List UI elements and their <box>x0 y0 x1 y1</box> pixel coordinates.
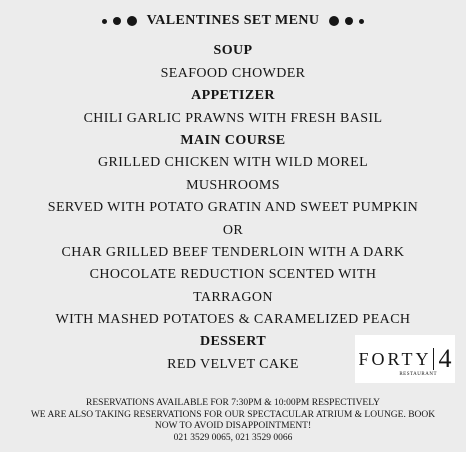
logo-subtitle: RESTAURANT <box>399 372 437 377</box>
menu-header <box>0 13 466 29</box>
bullet-dot-icon <box>345 17 353 25</box>
main-course-line: MUSHROOMS <box>186 178 280 193</box>
main-course-line: GRILLED CHICKEN WITH WILD MOREL <box>97 155 369 170</box>
restaurant-logo <box>355 335 455 383</box>
main-course-line: CHOCOLATE REDUCTION SCENTED WITH <box>89 267 377 282</box>
footer-line: WE ARE ALSO TAKING RESERVATIONS FOR OUR SPECTACULAR ATRIUM & LOUNGE. BOOK <box>30 409 436 420</box>
logo-number: 4 <box>438 344 452 373</box>
main-course-line: CHAR GRILLED BEEF TENDERLOIN WITH A DARK <box>61 245 405 260</box>
dessert-heading: DESSERT <box>199 334 267 349</box>
main-course-line: SERVED WITH POTATO GRATIN AND SWEET PUMPKIN <box>47 200 419 215</box>
bullet-dot-icon <box>102 19 107 24</box>
soup-heading: SOUP <box>213 43 253 58</box>
main-course-line: OR <box>222 223 244 238</box>
footer-line: NOW TO AVOID DISAPPOINTMENT! <box>154 421 312 431</box>
footer-line: RESERVATIONS AVAILABLE FOR 7:30PM & 10:00PM RESPECTIVELY <box>86 398 380 408</box>
bullet-dot-icon <box>127 16 137 26</box>
soup-item: SEAFOOD CHOWDER <box>160 66 306 81</box>
logo-divider <box>433 348 434 370</box>
dessert-item: RED VELVET CAKE <box>167 357 299 372</box>
main-course-heading: MAIN COURSE <box>180 133 286 148</box>
footer-phone: 021 3529 0065, 021 3529 0066 <box>173 432 293 443</box>
main-course-line: WITH MASHED POTATOES & CARAMELIZED PEACH <box>55 312 411 327</box>
appetizer-heading: APPETIZER <box>191 88 275 103</box>
bullet-dot-icon <box>359 19 364 24</box>
bullet-dot-icon <box>329 16 339 26</box>
bullet-dot-icon <box>113 17 121 25</box>
menu-title: VALENTINES SET MENU <box>146 13 320 28</box>
appetizer-item: CHILI GARLIC PRAWNS WITH FRESH BASIL <box>83 111 383 126</box>
logo-word: FORTY <box>358 348 432 369</box>
reservation-footer <box>0 398 466 444</box>
main-course-line: TARRAGON <box>193 290 273 305</box>
